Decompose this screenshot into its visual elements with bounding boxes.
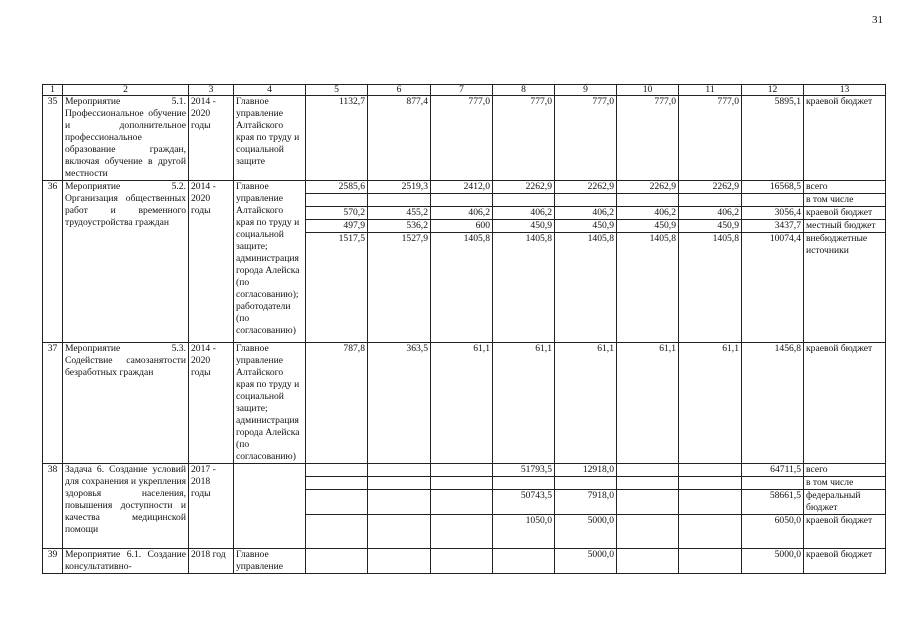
total-cell: 5895,1 [742, 96, 804, 181]
period: 2017 - 2018 годы [189, 464, 234, 549]
value-cell [431, 490, 493, 515]
value-cell: 1132,7 [306, 96, 368, 181]
value-cell: 406,2 [555, 207, 617, 220]
value-cell: 61,1 [431, 343, 493, 464]
value-cell: 1050,0 [493, 515, 555, 549]
header-cell: 13 [804, 85, 886, 96]
total-cell: 3437,7 [742, 220, 804, 233]
value-cell: 61,1 [679, 343, 742, 464]
measure-name: Задача 6. Создание условий для сохранения и укрепления здоровья населения, повышения доступности и качества медицинской помощи [63, 464, 189, 549]
funding-source: внебюджетные источники [804, 233, 886, 343]
value-cell: 5000,0 [555, 515, 617, 549]
value-cell: 1405,8 [679, 233, 742, 343]
value-cell: 497,9 [306, 220, 368, 233]
total-cell: 5000,0 [742, 549, 804, 574]
value-cell [368, 477, 431, 490]
value-cell [306, 464, 368, 477]
value-cell [431, 549, 493, 574]
value-cell [306, 477, 368, 490]
row-number: 38 [43, 464, 63, 549]
value-cell [431, 515, 493, 549]
total-cell: 10074,4 [742, 233, 804, 343]
header-cell: 8 [493, 85, 555, 96]
row-number: 37 [43, 343, 63, 464]
value-cell: 777,0 [431, 96, 493, 181]
value-cell [679, 464, 742, 477]
value-cell [679, 490, 742, 515]
measure-name: Мероприятие 5.3. Содействие самозанятости безработных граждан [63, 343, 189, 464]
value-cell: 777,0 [555, 96, 617, 181]
value-cell [679, 549, 742, 574]
row-number: 35 [43, 96, 63, 181]
value-cell [617, 490, 679, 515]
funding-source: всего [804, 464, 886, 477]
value-cell [431, 477, 493, 490]
value-cell [431, 464, 493, 477]
value-cell [555, 477, 617, 490]
value-cell: 5000,0 [555, 549, 617, 574]
value-cell: 406,2 [431, 207, 493, 220]
total-cell [742, 194, 804, 207]
value-cell: 2585,6 [306, 181, 368, 194]
total-cell: 6050,0 [742, 515, 804, 549]
header-cell: 6 [368, 85, 431, 96]
value-cell: 2262,9 [617, 181, 679, 194]
value-cell: 2262,9 [679, 181, 742, 194]
value-cell: 406,2 [617, 207, 679, 220]
value-cell [617, 515, 679, 549]
executor: Главное управление [234, 549, 306, 574]
value-cell: 2262,9 [493, 181, 555, 194]
period: 2014 - 2020 годы [189, 343, 234, 464]
header-row [43, 85, 886, 96]
period: 2014 - 2020 годы [189, 181, 234, 343]
header-cell: 11 [679, 85, 742, 96]
header-cell: 3 [189, 85, 234, 96]
funding-source: краевой бюджет [804, 515, 886, 549]
header-cell: 4 [234, 85, 306, 96]
table-row [43, 96, 886, 181]
value-cell [368, 515, 431, 549]
total-cell: 3056,4 [742, 207, 804, 220]
value-cell: 455,2 [368, 207, 431, 220]
measure-name: Мероприятие 5.2. Организация общественных работ и временного трудоустройства граждан [63, 181, 189, 343]
table-row [43, 464, 886, 477]
value-cell: 363,5 [368, 343, 431, 464]
header-cell: 10 [617, 85, 679, 96]
value-cell [617, 464, 679, 477]
executor: Главное управление Алтайского края по труду и социальной защите [234, 96, 306, 181]
measure-name: Мероприятие 6.1. Создание консультативно- [63, 549, 189, 574]
funding-source: всего [804, 181, 886, 194]
value-cell: 50743,5 [493, 490, 555, 515]
value-cell: 450,9 [493, 220, 555, 233]
value-cell: 600 [431, 220, 493, 233]
value-cell [617, 477, 679, 490]
funding-source: в том числе [804, 194, 886, 207]
value-cell: 12918,0 [555, 464, 617, 477]
value-cell [555, 194, 617, 207]
value-cell: 7918,0 [555, 490, 617, 515]
value-cell: 877,4 [368, 96, 431, 181]
total-cell: 58661,5 [742, 490, 804, 515]
funding-source: федеральный бюджет [804, 490, 886, 515]
value-cell [493, 549, 555, 574]
value-cell: 450,9 [617, 220, 679, 233]
executor: Главное управление Алтайского края по труду и социальной защите; администрация города Алейска (по согласованию) [234, 343, 306, 464]
value-cell: 777,0 [679, 96, 742, 181]
header-cell: 1 [43, 85, 63, 96]
value-cell: 51793,5 [493, 464, 555, 477]
value-cell: 777,0 [493, 96, 555, 181]
value-cell [306, 549, 368, 574]
value-cell: 450,9 [679, 220, 742, 233]
header-cell: 7 [431, 85, 493, 96]
total-cell: 16568,5 [742, 181, 804, 194]
value-cell: 570,2 [306, 207, 368, 220]
header-cell: 12 [742, 85, 804, 96]
total-cell [742, 477, 804, 490]
value-cell: 536,2 [368, 220, 431, 233]
funding-source: в том числе [804, 477, 886, 490]
table-row [43, 343, 886, 464]
header-cell: 9 [555, 85, 617, 96]
value-cell [368, 490, 431, 515]
value-cell [617, 549, 679, 574]
value-cell: 787,8 [306, 343, 368, 464]
funding-source: краевой бюджет [804, 207, 886, 220]
row-number: 36 [43, 181, 63, 343]
value-cell: 61,1 [493, 343, 555, 464]
value-cell: 61,1 [617, 343, 679, 464]
table-row [43, 549, 886, 574]
page-number: 31 [872, 14, 883, 26]
value-cell: 2262,9 [555, 181, 617, 194]
executor: Главное управление Алтайского края по труду и социальной защите; администрация города Алейска (по согласованию); работодатели (по согласованию) [234, 181, 306, 343]
value-cell [368, 464, 431, 477]
value-cell [679, 515, 742, 549]
value-cell: 1405,8 [431, 233, 493, 343]
measure-name: Мероприятие 5.1. Профессиональное обучение и дополнительное профессиональное образование граждан, включая обучение в другой местности [63, 96, 189, 181]
value-cell [306, 515, 368, 549]
value-cell: 1405,8 [617, 233, 679, 343]
value-cell: 1527,9 [368, 233, 431, 343]
header-cell: 2 [63, 85, 189, 96]
funding-source: краевой бюджет [804, 549, 886, 574]
value-cell: 406,2 [493, 207, 555, 220]
value-cell [617, 194, 679, 207]
value-cell [431, 194, 493, 207]
header-cell: 5 [306, 85, 368, 96]
value-cell [368, 549, 431, 574]
period: 2018 год [189, 549, 234, 574]
funding-source: краевой бюджет [804, 343, 886, 464]
funding-source: местный бюджет [804, 220, 886, 233]
value-cell [493, 477, 555, 490]
executor [234, 464, 306, 549]
total-cell: 1456,8 [742, 343, 804, 464]
value-cell: 61,1 [555, 343, 617, 464]
value-cell [493, 194, 555, 207]
value-cell: 406,2 [679, 207, 742, 220]
value-cell [306, 194, 368, 207]
value-cell [679, 194, 742, 207]
value-cell: 1405,8 [493, 233, 555, 343]
funding-source: краевой бюджет [804, 96, 886, 181]
value-cell [368, 194, 431, 207]
value-cell: 2412,0 [431, 181, 493, 194]
value-cell: 777,0 [617, 96, 679, 181]
period: 2014 - 2020 годы [189, 96, 234, 181]
row-number: 39 [43, 549, 63, 574]
table-row [43, 181, 886, 194]
value-cell [679, 477, 742, 490]
budget-table [42, 84, 886, 574]
value-cell: 1517,5 [306, 233, 368, 343]
value-cell [306, 490, 368, 515]
value-cell: 1405,8 [555, 233, 617, 343]
value-cell: 2519,3 [368, 181, 431, 194]
total-cell: 64711,5 [742, 464, 804, 477]
value-cell: 450,9 [555, 220, 617, 233]
